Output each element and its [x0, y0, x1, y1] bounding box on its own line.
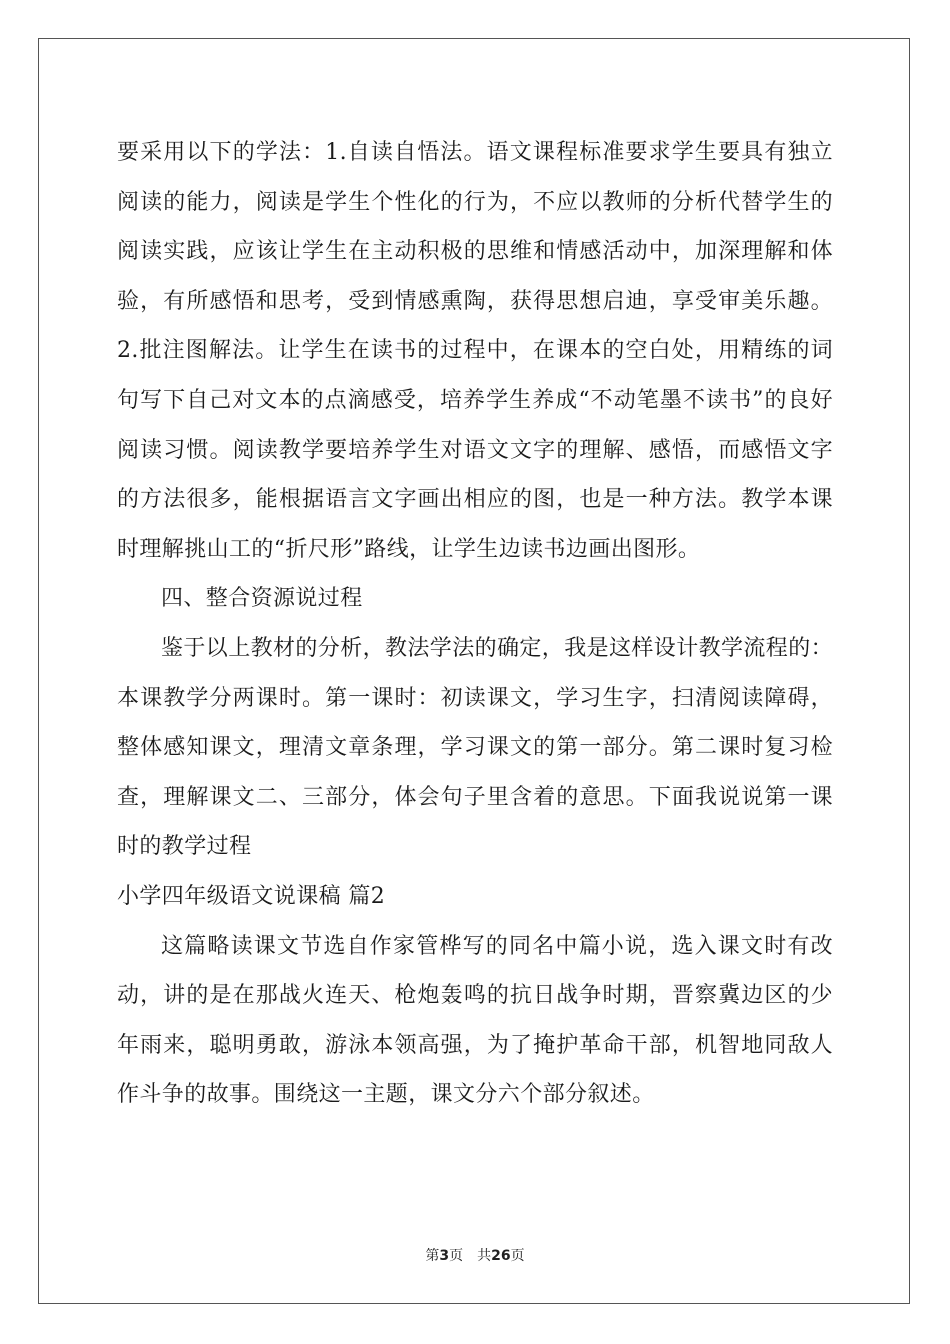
total-suffix: 页 — [510, 1248, 525, 1264]
paragraph-learning-methods: 要采用以下的学法：1.自读自悟法。语文课程标准要求学生要具有独立阅读的能力，阅读是学生个性化的行为，不应以教师的分析代替学生的阅读实践，应该让学生在主动积极的思维和情感活动中，加深理解和体验，有所感悟和思考，受到情感熏陶，获得思想启迪，享受审美乐趣。2.批注图解法。让学生在读书的过程中，在课本的空白处，用精练的词句写下自己对文本的点滴感受，培养学生养成“不动笔墨不读书”的良好阅读习惯。阅读教学要培养学生对语文文字的理解、感悟，而感悟文字的方法很多，能根据语言文字画出相应的图，也是一种方法。教学本课时理解挑山工的“折尺形”路线，让学生边读书边画出图形。 — [117, 140, 833, 562]
paragraph-article-2-intro: 这篇略读课文节选自作家管桦写的同名中篇小说，选入课文时有改动，讲的是在那战火连天、枪炮轰鸣的抗日战争时期，晋察冀边区的少年雨来，聪明勇敢，游泳本领高强，为了掩护革命干部，机智地同敌人作斗争的故事。围绕这一主题，课文分六个部分叙述。 — [117, 933, 833, 1108]
article-title-2: 小学四年级语文说课稿 篇2 — [117, 883, 386, 909]
page-prefix: 第 — [425, 1248, 440, 1264]
document-body — [117, 128, 833, 1120]
total-pages: 26 — [491, 1248, 511, 1264]
page-number: 3 — [439, 1248, 450, 1264]
page-footer — [0, 1245, 950, 1265]
total-prefix: 共 — [477, 1248, 492, 1264]
section-heading-four: 四、整合资源说过程 — [161, 586, 363, 612]
paragraph-teaching-process: 鉴于以上教材的分析，教法学法的确定，我是这样设计教学流程的：本课教学分两课时。第一课时：初读课文，学习生字，扫清阅读障碍，整体感知课文，理清文章条理，学习课文的第一部分。第二课时复习检查，理解课文二、三部分，体会句子里含着的意思。下面我说说第一课时的教学过程 — [117, 635, 834, 860]
page-suffix: 页 — [449, 1248, 464, 1264]
